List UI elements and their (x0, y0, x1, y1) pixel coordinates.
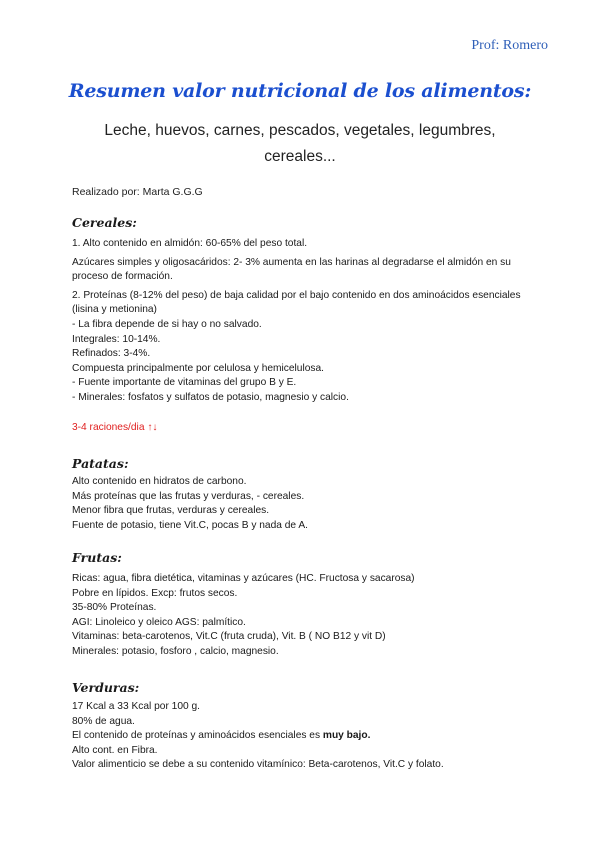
cereales-line: Integrales: 10-14%. (72, 333, 161, 345)
patatas-line: Menor fibra que frutas, verduras y cereales. (72, 505, 270, 517)
cereales-line: Refinados: 3-4%. (72, 348, 151, 360)
frutas-line: Ricas: agua, fibra dietética, vitaminas y azúcares (HC. Fructosa y sacarosa) (72, 573, 415, 584)
cereales-line: 1. Alto contenido en almidón: 60-65% del peso total. (72, 238, 308, 249)
cereales-line: - Fuente importante de vitaminas del grupo B y E. (72, 377, 297, 389)
patatas-line: Fuente de potasio, tiene Vit.C, pocas B y nada de A. (72, 519, 308, 531)
section-verduras (72, 700, 542, 773)
subtitle (0, 118, 600, 170)
emphasis-text: muy bajo. (322, 730, 371, 742)
heading-patatas: Patatas: (72, 456, 129, 471)
verduras-line: Valor alimenticio se debe a su contenido vitamínico: Beta-carotenos, Vit.C y folato. (72, 759, 444, 771)
cereales-line: - La fibra depende de si hay o no salvado. (72, 318, 262, 330)
author-line: Realizado por: Marta G.G.G (72, 186, 203, 198)
cereales-line: 2. Proteínas (8-12% del peso) de baja calidad por el bajo contenido en dos aminoácidos esenciales (lisina y metionina) (72, 289, 521, 316)
cereales-line: Azúcares simples y oligosacáridos: 2- 3% aumenta en las harinas al degradarse el almidón en su proceso de formación. (72, 256, 511, 283)
frutas-line: Minerales: potasio, fosforo , calcio, magnesio. (72, 645, 279, 657)
subtitle-line-2: cereales... (264, 148, 336, 165)
verduras-line: 17 Kcal a 33 Kcal por 100 g. (72, 701, 200, 712)
teacher-name: Prof: Romero (471, 38, 548, 53)
section-cereales (72, 237, 542, 406)
cereales-line: - Minerales: fosfatos y sulfatos de potasio, magnesio y calcio. (72, 391, 349, 403)
frutas-line: Pobre en lípidos. Excp: frutos secos. (72, 587, 238, 599)
raciones-note (72, 421, 542, 436)
section-patatas (72, 475, 542, 533)
cereales-line: Compuesta principalmente por celulosa y hemicelulosa. (72, 362, 324, 374)
patatas-line: Alto contenido en hidratos de carbono. (72, 476, 247, 487)
verduras-line (72, 729, 542, 744)
verduras-line-text: El contenido de proteínas y aminoácidos esenciales es (72, 730, 323, 742)
page-title: Resumen valor nutricional de los alimentos: (68, 80, 532, 102)
section-frutas (72, 572, 542, 660)
heading-verduras: Verduras: (72, 680, 140, 695)
verduras-line: 80% de agua. (72, 715, 135, 727)
heading-frutas: Frutas: (72, 550, 122, 565)
frutas-line: 35-80% Proteínas. (72, 602, 157, 614)
patatas-line: Más proteínas que las frutas y verduras, - cereales. (72, 490, 305, 502)
heading-cereales: Cereales: (72, 215, 137, 230)
raciones-text: 3-4 raciones/dia ↑↓ (72, 422, 158, 433)
frutas-line: AGI: Linoleico y oleico AGS: palmítico. (72, 616, 246, 628)
frutas-line: Vitaminas: beta-carotenos, Vit.C (fruta cruda), Vit. B ( NO B12 y vit D) (72, 631, 386, 643)
subtitle-line-1: Leche, huevos, carnes, pescados, vegetales, legumbres, (104, 122, 496, 139)
verduras-line: Alto cont. en Fibra. (72, 744, 158, 756)
